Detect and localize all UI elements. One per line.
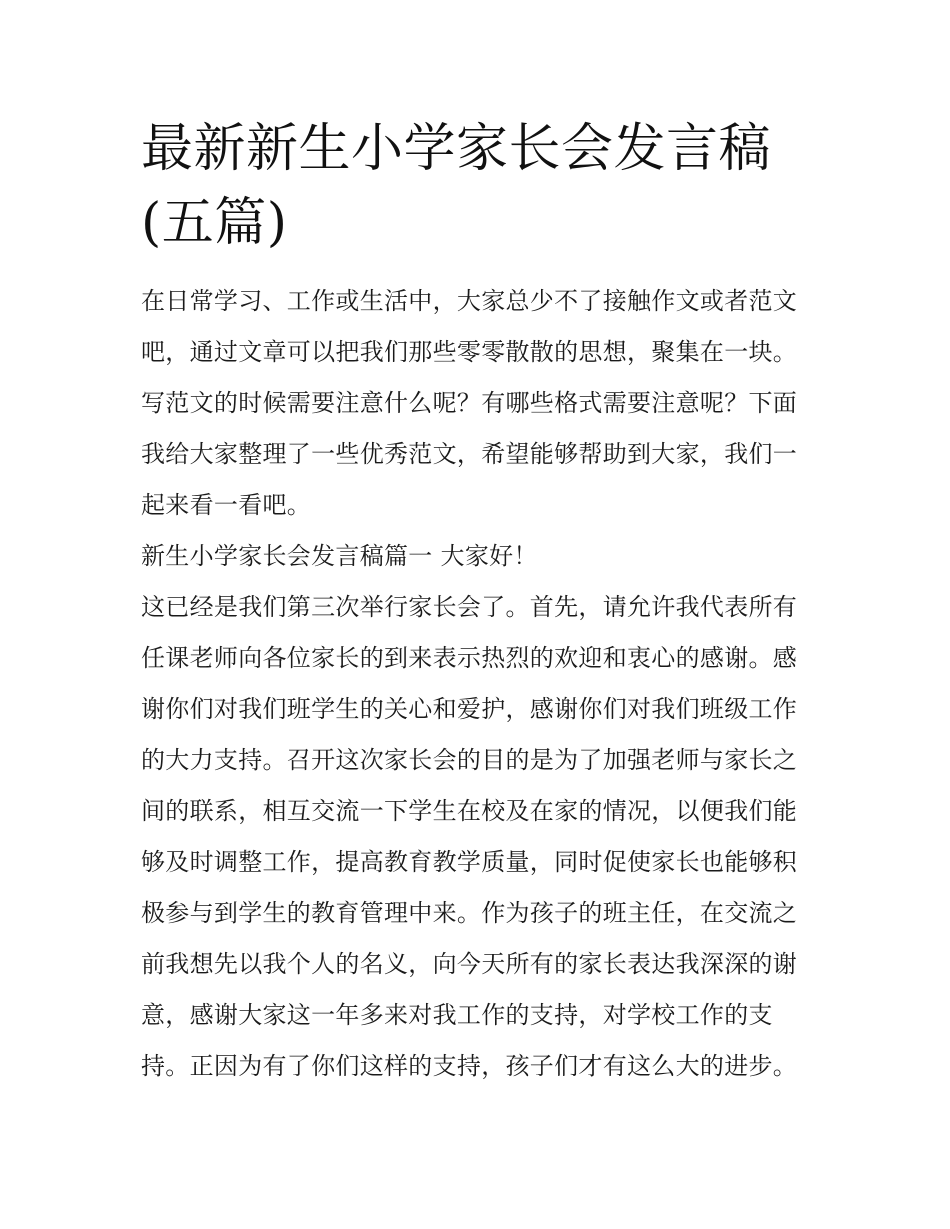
body-line: 在日常学习、工作或生活中，大家总少不了接触作文或者范文 — [141, 287, 798, 315]
document-body — [141, 281, 821, 1097]
document-title: 最新新生小学家长会发言稿(五篇) — [141, 119, 772, 253]
body-line: 间的联系，相互交流一下学生在校及在家的情况，以便我们能 — [141, 797, 798, 825]
body-line: 任课老师向各位家长的到来表示热烈的欢迎和衷心的感谢。感 — [141, 644, 798, 672]
body-line: 够及时调整工作，提高教育教学质量，同时促使家长也能够积 — [141, 848, 798, 876]
body-line: 持。正因为有了你们这样的支持，孩子们才有这么大的进步。 — [141, 1052, 798, 1080]
section-heading: 新生小学家长会发言稿篇一 大家好！ — [141, 542, 538, 570]
body-line: 这已经是我们第三次举行家长会了。首先，请允许我代表所有 — [141, 593, 798, 621]
body-line: 意，感谢大家这一年多来对我工作的支持，对学校工作的支 — [141, 1001, 773, 1029]
body-line: 写范文的时候需要注意什么呢？有哪些格式需要注意呢？下面 — [141, 389, 798, 417]
body-line: 前我想先以我个人的名义，向今天所有的家长表达我深深的谢 — [141, 950, 798, 978]
body-line: 的大力支持。召开这次家长会的目的是为了加强老师与家长之 — [141, 746, 798, 774]
body-line: 谢你们对我们班学生的关心和爱护，感谢你们对我们班级工作 — [141, 695, 798, 723]
body-line: 吧，通过文章可以把我们那些零零散散的思想，聚集在一块。 — [141, 338, 798, 366]
body-line: 起来看一看吧。 — [141, 491, 312, 519]
body-line: 极参与到学生的教育管理中来。作为孩子的班主任，在交流之 — [141, 899, 798, 927]
body-line: 我给大家整理了一些优秀范文，希望能够帮助到大家，我们一 — [141, 440, 798, 468]
